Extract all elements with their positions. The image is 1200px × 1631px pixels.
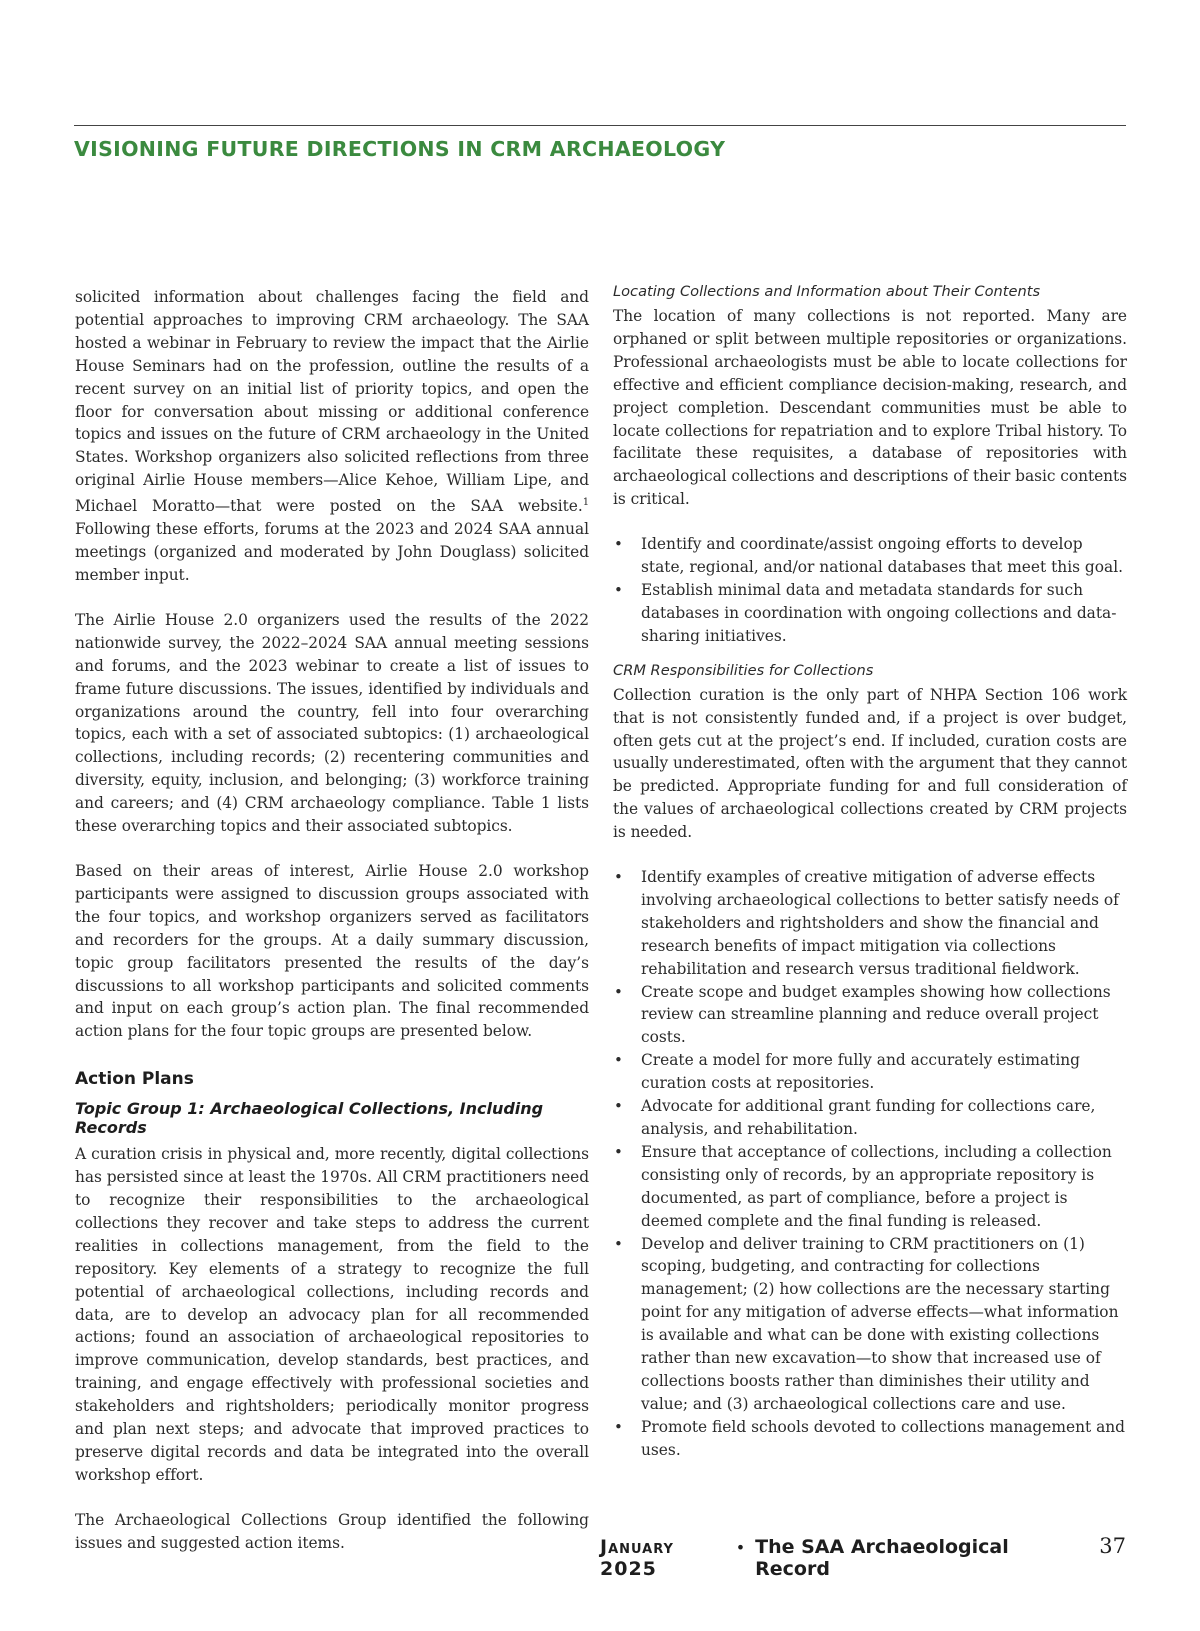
paragraph-text: solicited information about challenges facing the field and potential approaches to improving CRM archaeology. The SAA hosted a webinar in February to review the impact that the Airlie House Seminars had on the profession, outline the results of a recent survey on an initial list of priority topics, and open the floor for conversation about missing or additional conference topics and issues on the future of CRM archaeology in the United States. Workshop organizers also solicited reflections from three original Airlie House members—Alice Kehoe, William Lipe, and Michael Moratto—that were posted on the SAA website.	[75, 288, 589, 516]
bullet-icon: •	[614, 535, 623, 554]
paragraph-text-continued: Following these efforts, forums at the 2023 and 2024 SAA annual meetings (organized and moderated by John Douglass) solicited member input.	[75, 520, 589, 584]
page-footer	[600, 1534, 1126, 1580]
list-item: • Advocate for additional grant funding for collections care, analysis, and rehabilitation.	[614, 1097, 1096, 1138]
bullet-icon: •	[614, 580, 623, 599]
header-rule	[74, 125, 1126, 126]
body-paragraph: Collection curation is the only part of NHPA Section 106 work that is not consistently funded and, if a project is over budget, often gets cut at the project’s end. If included, curation costs are usually underestimated, often with the argument that they cannot be predicted. Appropriate funding for and full consideration of the values of archaeological collections created by CRM projects is needed.	[613, 685, 1127, 842]
bullet-icon: •	[614, 1234, 623, 1253]
list-item: • Create scope and budget examples showing how collections review can streamline planning and reduce overall project costs.	[614, 982, 1111, 1047]
footer-separator: •	[735, 1538, 746, 1557]
bullet-list	[613, 866, 1127, 1462]
list-item: • Establish minimal data and metadata standards for such databases in coordination with ongoing collections and data-sharing initiatives.	[614, 580, 1117, 645]
bullet-icon: •	[614, 1142, 623, 1161]
issue-date: January 2025	[600, 1536, 674, 1580]
bullet-icon: •	[614, 982, 623, 1001]
body-paragraph: The Archaeological Collections Group identified the following issues and suggested action items.	[75, 1510, 589, 1552]
body-paragraph: A curation crisis in physical and, more recently, digital collections has persisted since at least the 1970s. All CRM practitioners need to recognize their responsibilities to the archaeological collections they recover and take steps to address the current realities in collections management, from the field to the repository. Key elements of a strategy to recognize the full potential of archaeological collections, including records and data, are to develop an advocacy plan for all recommended actions; found an association of archaeological repositories to improve communication, develop standards, best practices, and training, and engage effectively with professional societies and stakeholders and rightsholders; periodically monitor progress and plan next steps; and advocate that improved practices to preserve digital records and data be integrated into the overall workshop effort.	[75, 1145, 589, 1484]
list-item: • Create a model for more fully and accurately estimating curation costs at repositories.	[614, 1051, 1081, 1093]
page-number: 37	[1099, 1534, 1126, 1558]
bullet-list	[613, 533, 1127, 648]
running-header-title: VISIONING FUTURE DIRECTIONS IN CRM ARCHAEOLOGY	[74, 137, 726, 161]
list-item: • Develop and deliver training to CRM practitioners on (1) scoping, budgeting, and contracting for collections management; (2) how collections are the necessary starting point for any mitigation of adverse effects—what information is available and what can be done with existing collections rather than new excavation—to show that increased use of collections boosts rather than diminishes their utility and value; and (3) archaeological collections care and use.	[614, 1234, 1119, 1413]
list-item: • Identify examples of creative mitigation of adverse effects involving archaeological collections to better satisfy needs of stakeholders and rightsholders and show the financial and research benefits of impact mitigation via collections rehabilitation and research versus traditional fieldwork.	[614, 868, 1119, 978]
body-paragraph: The Airlie House 2.0 organizers used the results of the 2022 nationwide survey, the 2022–2024 SAA annual meeting sessions and forums, and the 2023 webinar to create a list of issues to frame future discussions. The issues, identified by individuals and organizations around the country, fell into four overarching topics, each with a set of associated subtopics: (1) archaeological collections, including records; (2) recentering communities and diversity, equity, inclusion, and belonging; (3) workforce training and careers; and (4) CRM archaeology compliance. Table 1 lists these overarching topics and their associated subtopics.	[75, 610, 589, 836]
bullet-icon: •	[614, 1097, 623, 1116]
subsection-heading: CRM Responsibilities for Collections	[613, 661, 874, 679]
section-heading: Action Plans	[75, 1069, 194, 1090]
body-paragraph: Based on their areas of interest, Airlie House 2.0 workshop participants were assigned to discussion groups associated with the four topics, and workshop organizers served as facilitators and recorders for the groups. At a daily summary discussion, topic group facilitators presented the results of the day’s discussions to all workshop participants and solicited comments and input on each group’s action plan. The final recommended action plans for the four topic groups are presented below.	[75, 861, 589, 1041]
left-column	[75, 286, 589, 1555]
list-item: • Identify and coordinate/assist ongoing efforts to develop state, regional, and/or national databases that meet this goal.	[614, 535, 1124, 577]
right-column	[613, 283, 1127, 1462]
list-item: • Promote field schools devoted to collections management and uses.	[614, 1417, 1126, 1459]
bullet-icon: •	[614, 868, 623, 887]
bullet-icon: •	[614, 1417, 623, 1436]
journal-title: The SAA Archaeological Record	[755, 1536, 1009, 1580]
body-paragraph	[75, 286, 589, 587]
list-item: • Ensure that acceptance of collections, including a collection consisting only of records, by an appropriate repository is documented, as part of compliance, before a project is deemed complete and the final funding is released.	[614, 1142, 1112, 1230]
footnote-marker: 1	[582, 497, 589, 509]
bullet-icon: •	[614, 1051, 623, 1070]
subsection-heading: Locating Collections and Information about Their Contents	[613, 283, 1041, 300]
body-paragraph: The location of many collections is not reported. Many are orphaned or split between multiple repositories or organizations. Professional archaeologists must be able to locate collections for effective and efficient compliance decision-making, research, and project completion. Descendant communities must be able to locate collections for repatriation and to explore Tribal history. To facilitate these requisites, a database of repositories with archaeological collections and descriptions of their basic contents is critical.	[613, 307, 1127, 509]
topic-heading: Topic Group 1: Archaeological Collections, Including Records	[75, 1099, 544, 1138]
